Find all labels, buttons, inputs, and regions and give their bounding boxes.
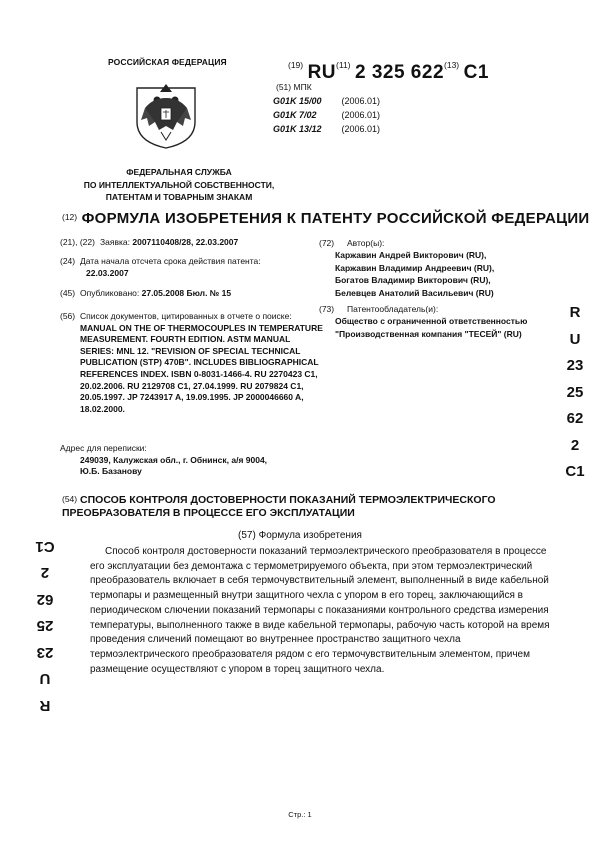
title-text: ФОРМУЛА ИЗОБРЕТЕНИЯ К ПАТЕНТУ РОССИЙСКОЙ ФЕДЕРАЦИИ — [81, 210, 590, 227]
mpk-text: МПК — [293, 82, 312, 92]
field-code: (21), (22) — [60, 237, 95, 247]
kind-code: C1 — [463, 62, 489, 83]
application-field — [60, 237, 323, 249]
term-start-value: 22.03.2007 — [86, 267, 129, 278]
agency-line-3: ПАТЕНТАМ И ТОВАРНЫМ ЗНАКАМ — [105, 192, 253, 202]
agency-line-2: ПО ИНТЕЛЛЕКТУАЛЬНОЙ СОБСТВЕННОСТИ, — [83, 179, 275, 190]
field-label: Дата начала отсчета срока действия патента: — [80, 256, 261, 266]
invention-title-text: СПОСОБ КОНТРОЛЯ ДОСТОВЕРНОСТИ ПОКАЗАНИЙ ТЕРМОЭЛЕКТРИЧЕСКОГО ПРЕОБРАЗОВАТЕЛЯ В ПРОЦЕССЕ ЕГО ЭКСПЛУАТАЦИИ — [62, 494, 496, 519]
ipc-date: (2006.01) — [341, 110, 381, 120]
page-footer: Стр.: 1 — [288, 810, 312, 819]
ipc-date: (2006.01) — [341, 96, 381, 106]
author-name: Каржавин Владимир Андреевич (RU), — [335, 262, 495, 273]
field-label: Автор(ы): — [347, 238, 385, 248]
patent-number-line — [288, 60, 489, 84]
claim-text: Способ контроля достоверности показаний термоэлектрического преобразователя в процессе его эксплуатации без демонтажа с термометрируемого объекта, при этом термоэлектрический преобразователь включает в себя термочувствительный элемент, выполненный в виде кабельной термопары и размещенный внутри защитного чехла с упором в его торец, заключающийся в периодическом слючении показаний термопары с показаниями контрольного средства измерения температуры, выполненного также в виде кабельной термопары, рабочую часть которой на время проведения сличений помещают во внутреннее пространство защитного чехла термоэлектрического преобразователя рядом с его термочувствительным элементом, причем размещение осуществляют с упором в торец защитного чехла. — [90, 546, 550, 675]
field-code: (45) — [60, 288, 76, 298]
owner-field — [319, 303, 562, 340]
code-11: (11) — [336, 60, 351, 70]
field-code: (72) — [319, 238, 335, 248]
author-name: Каржавин Андрей Викторович (RU), — [335, 250, 487, 261]
citations-field — [60, 311, 323, 415]
term-start-field — [60, 256, 323, 279]
authors-field — [319, 237, 562, 299]
author-name: Богатов Владимир Викторович (RU), — [335, 275, 491, 286]
code-13: (13) — [444, 60, 460, 70]
country-code: RU — [307, 62, 337, 83]
address-label: Адрес для переписки: — [60, 443, 147, 453]
formula-header: (57) Формула изобретения — [238, 530, 362, 541]
mpk-label — [276, 82, 312, 92]
published-value: 27.05.2008 Бюл. № 15 — [141, 288, 232, 298]
field-code: (56) — [60, 311, 76, 321]
ipc-entry — [273, 110, 380, 120]
field-label: Патентообладатель(и): — [347, 304, 439, 314]
address-line-1: 249039, Калужская обл., г. Обнинск, а/я 9004, — [80, 454, 268, 465]
mpk-code: (51) — [276, 82, 292, 92]
ipc-entry — [273, 96, 380, 106]
agency-name — [64, 166, 294, 204]
field-code: (73) — [319, 304, 335, 314]
code-19: (19) — [288, 60, 304, 70]
ipc-code: G01K 15/00 — [273, 96, 322, 106]
document-title — [62, 210, 590, 228]
application-value: 2007110408/28, 22.03.2007 — [132, 237, 239, 247]
field-code: (24) — [60, 256, 76, 266]
coat-of-arms-emblem — [133, 78, 199, 150]
country-name: РОССИЙСКАЯ ФЕДЕРАЦИЯ — [108, 57, 227, 67]
invention-title — [62, 493, 557, 520]
ipc-code: G01K 13/12 — [273, 124, 322, 134]
address-line-2: Ю.Б. Базанову — [80, 466, 142, 477]
author-name: Белевцев Анатолий Васильевич (RU) — [335, 287, 494, 298]
address-field — [60, 443, 303, 478]
title-code: (12) — [62, 212, 78, 222]
published-field — [60, 288, 323, 300]
patent-number: 2 325 622 — [354, 62, 445, 83]
ipc-code: G01K 7/02 — [273, 110, 317, 120]
owner-value: Общество с ограниченной ответственностью "Производственная компания "ТЕСЕЙ" (RU) — [335, 316, 528, 339]
agency-line-1: ФЕДЕРАЛЬНАЯ СЛУЖБА — [126, 167, 232, 177]
invention-code: (54) — [62, 494, 78, 504]
citations-value: MANUAL ON THE OF THERMOCOUPLES IN TEMPERATURE MEASUREMENT. FOURTH EDITION. ASTM MANUAL SERIES: MNL 12. "REVISION OF SPECIAL TECHNICAL PUBLICATION (STP) 470B". INCLUDES BIBLIOGRAPHICAL REFERENCES INDEX. ISBN 0-8031-1466-4. RU 2270423 C1, 20.02.2006. RU 2129708 C1, 27.04.1999. RU 2079824 C1, 20.05.1997. JP 7243917 A, 19.09.1995. JP 2000046660 A, 18.02.2000. — [80, 322, 323, 414]
ipc-entry — [273, 124, 380, 134]
field-label: Опубликовано: — [80, 288, 140, 298]
side-code-right: RU 2325622 C1 — [565, 304, 585, 480]
field-label: Заявка: — [100, 237, 130, 247]
side-code-left: RU 2325622 C1 — [35, 538, 55, 714]
field-label: Список документов, цитированных в отчете о поиске: — [80, 311, 292, 321]
ipc-date: (2006.01) — [341, 124, 381, 134]
